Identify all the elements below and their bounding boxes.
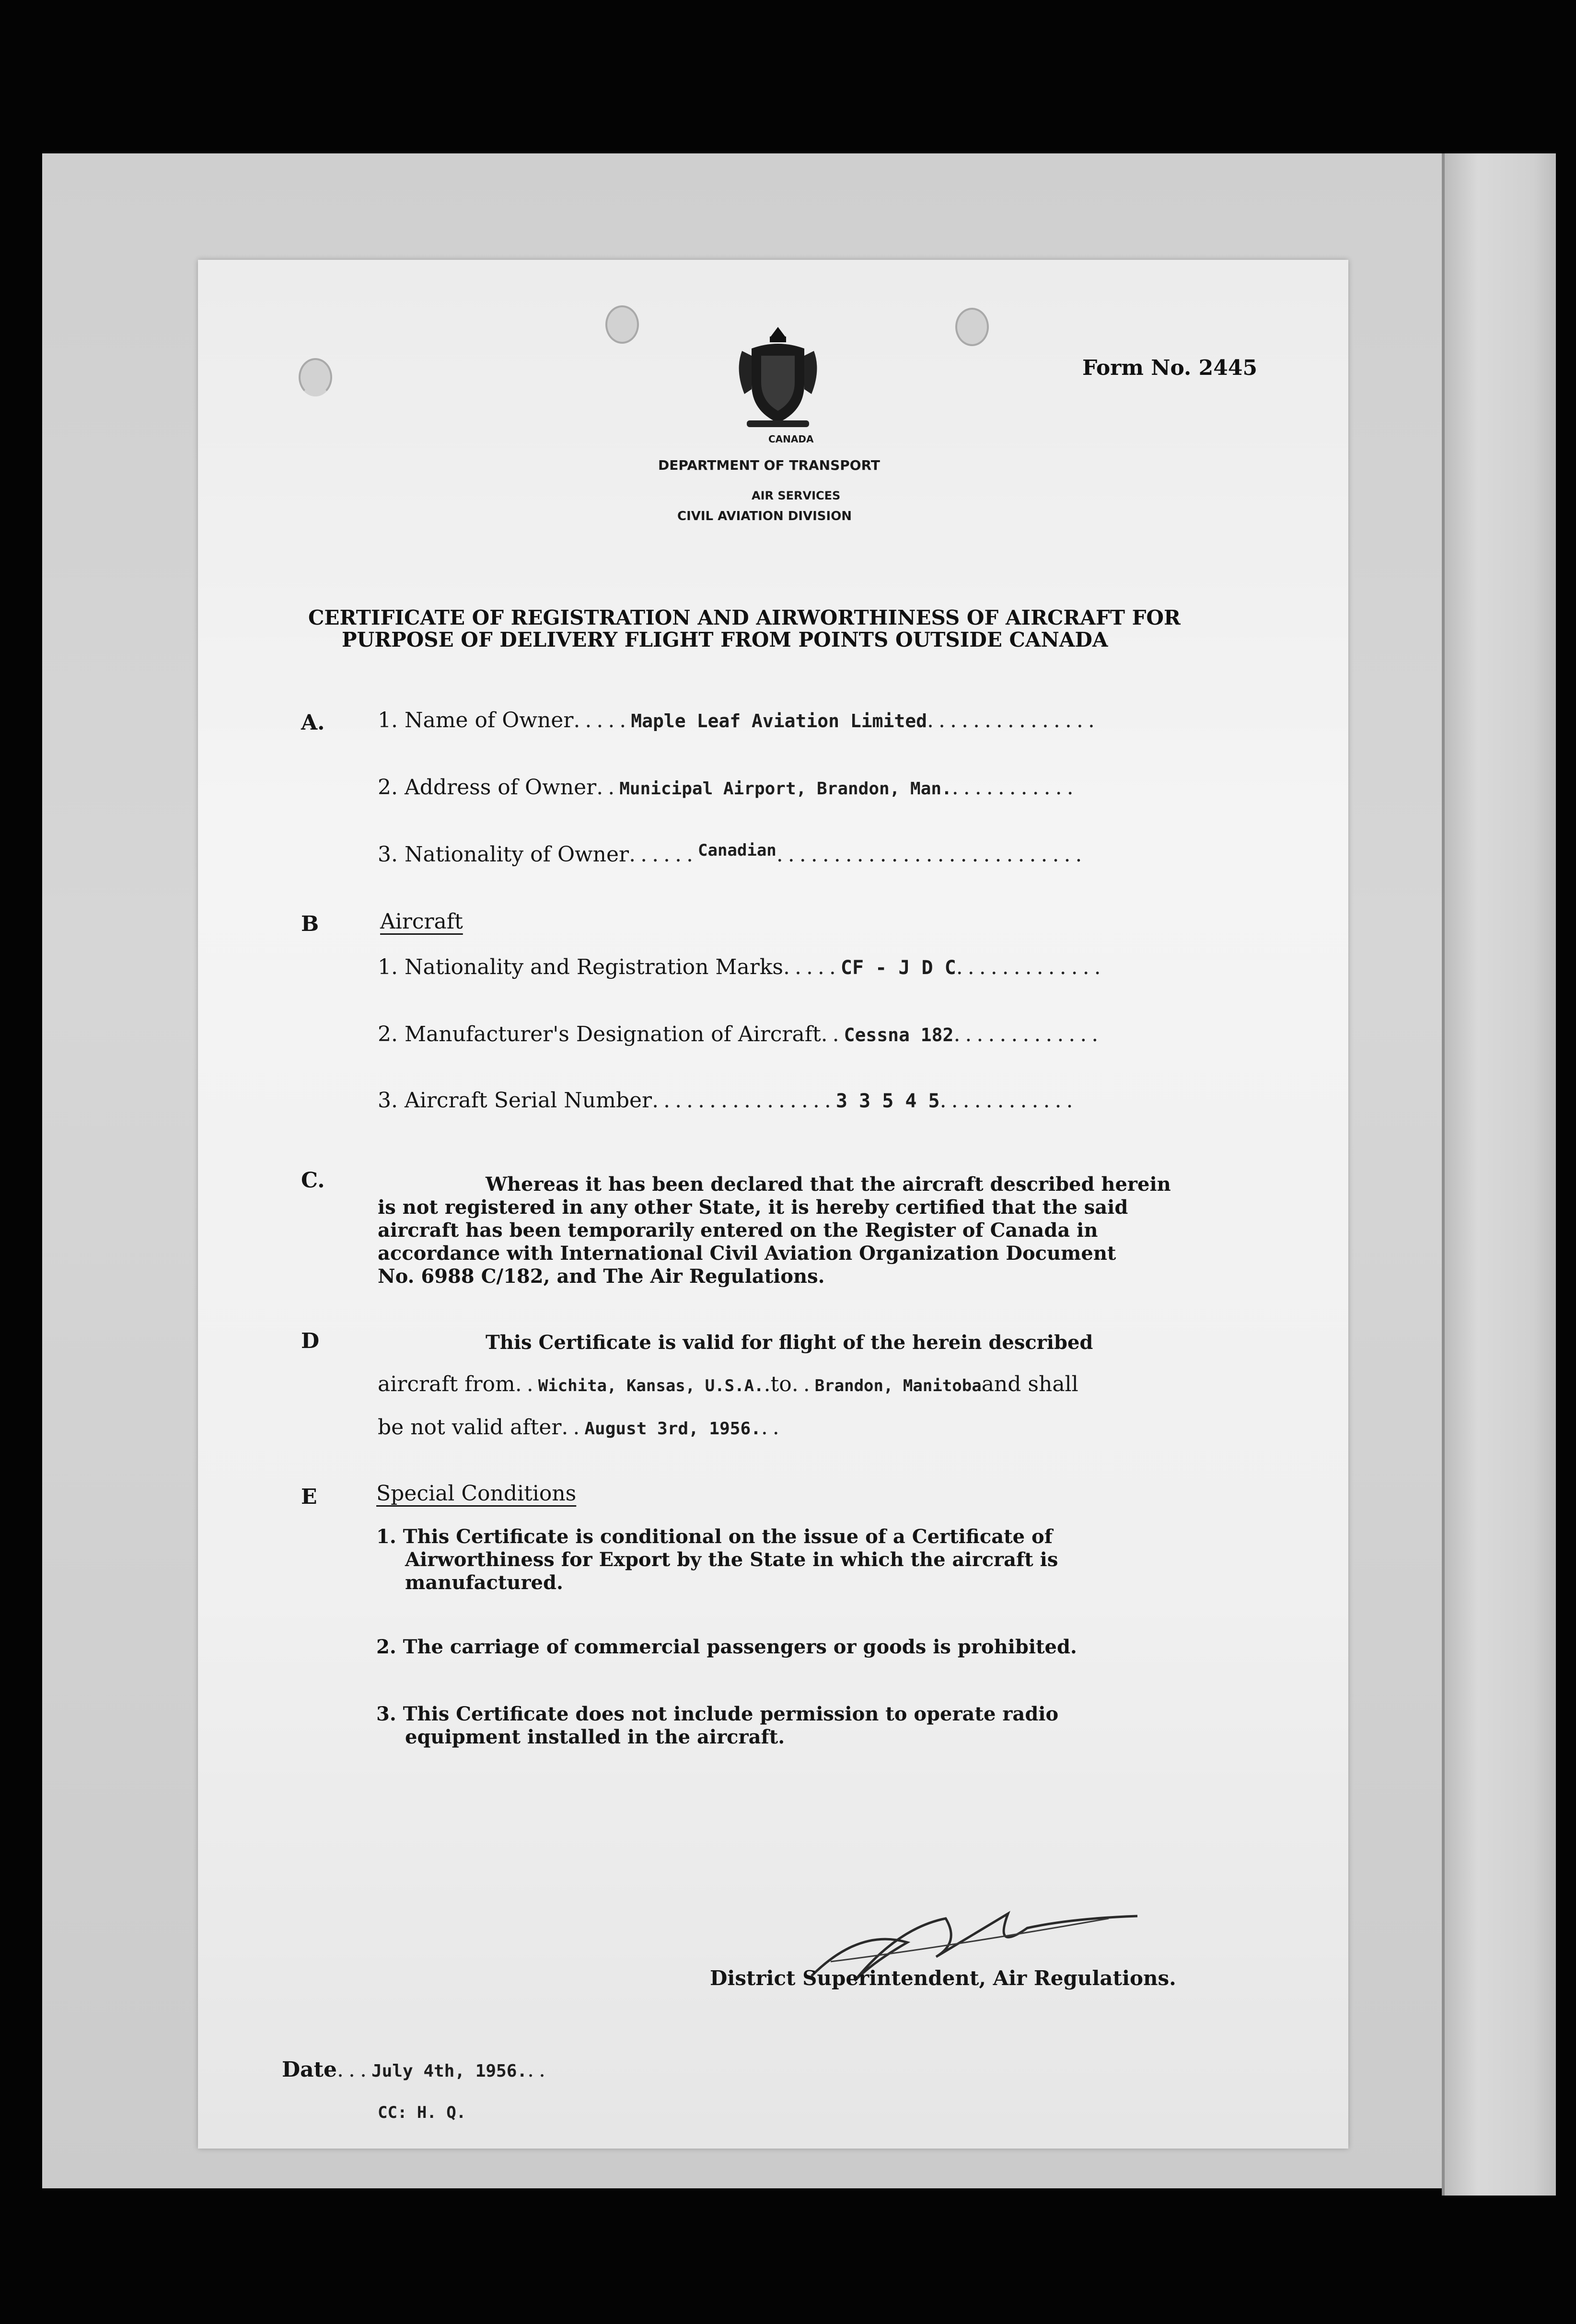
certificate-sheet: [198, 260, 1348, 2149]
validity-row: be not valid after..August 3rd, 1956...: [378, 1415, 784, 1440]
owner-nationality-label: 3. Nationality of Owner: [378, 842, 629, 867]
owner-address-value: Municipal Airport, Brandon, Man.: [619, 779, 952, 799]
section-d-line-1: This Certificate is valid for flight of the herein described: [486, 1331, 1093, 1354]
title-line-1: CERTIFICATE OF REGISTRATION AND AIRWORTHINESS OF AIRCRAFT FOR: [308, 606, 1181, 629]
designation-label: 2. Manufacturer's Designation of Aircraft: [378, 1022, 821, 1046]
condition-3-line-2: equipment installed in the aircraft.: [405, 1726, 785, 1748]
condition-2: 2. The carriage of commercial passengers or goods is prohibited.: [376, 1636, 1077, 1658]
owner-name-value: Maple Leaf Aviation Limited: [631, 710, 927, 732]
owner-nationality-row: 3. Nationality of Owner......Canadian...........................: [378, 841, 1087, 867]
punch-hole: [605, 305, 639, 344]
not-valid-after-label: be not valid after: [378, 1415, 562, 1440]
date-value: July 4th, 1956.: [371, 2061, 528, 2081]
aircraft-from-label: aircraft from: [378, 1372, 515, 1396]
and-shall-text: and shall: [981, 1372, 1078, 1396]
backing-strip: [1442, 153, 1556, 2196]
valid-until-value: August 3rd, 1956.: [584, 1419, 761, 1439]
section-c-letter: C.: [301, 1168, 325, 1193]
serial-value: 3 3 5 4 5: [835, 1090, 940, 1112]
form-number: Form No. 2445: [1082, 356, 1258, 380]
crest-label: CANADA: [768, 433, 814, 445]
condition-3-line-1: 3. This Certificate does not include permission to operate radio: [376, 1703, 1059, 1725]
section-e-letter: E: [301, 1485, 317, 1509]
flight-route-row: aircraft from..Wichita, Kansas, U.S.A..to..Brandon, Manitobaand shall: [378, 1372, 1078, 1396]
signature-title: District Superintendent, Air Regulations.: [710, 1966, 1176, 1990]
section-c-line-4: accordance with International Civil Aviation Organization Document: [378, 1242, 1116, 1265]
section-b-letter: B: [301, 912, 319, 936]
section-c-line-3: aircraft has been temporarily entered on the Register of Canada in: [378, 1219, 1098, 1242]
canada-coat-of-arms-icon: [732, 322, 823, 432]
serial-label: 3. Aircraft Serial Number: [378, 1088, 652, 1113]
division-name: CIVIL AVIATION DIVISION: [677, 509, 852, 523]
designation-value: Cessna 182: [844, 1024, 954, 1046]
punch-hole: [299, 358, 332, 396]
to-label: to: [770, 1372, 792, 1396]
flight-from-value: Wichita, Kansas, U.S.A.: [538, 1376, 764, 1395]
aircraft-heading: Aircraft: [380, 909, 463, 934]
owner-nationality-value: Canadian: [698, 841, 776, 860]
designation-row: 2. Manufacturer's Designation of Aircraft..Cessna 182.............: [378, 1022, 1103, 1046]
owner-address-row: 2. Address of Owner..Municipal Airport, Brandon, Man............: [378, 775, 1078, 800]
punch-hole: [955, 308, 989, 346]
date-label: Date: [282, 2057, 337, 2082]
registration-label: 1. Nationality and Registration Marks: [378, 955, 783, 979]
owner-address-label: 2. Address of Owner: [378, 775, 597, 800]
condition-1-line-3: manufactured.: [405, 1571, 563, 1594]
owner-name-label: 1. Name of Owner: [378, 708, 574, 732]
section-c-line-2: is not registered in any other State, it is hereby certified that the said: [378, 1196, 1128, 1219]
section-d-letter: D: [301, 1329, 320, 1353]
cc-line: CC: H. Q.: [378, 2103, 466, 2122]
special-conditions-heading: Special Conditions: [376, 1481, 577, 1506]
title-line-2: PURPOSE OF DELIVERY FLIGHT FROM POINTS OUTSIDE CANADA: [342, 628, 1108, 651]
section-c-line-5: No. 6988 C/182, and The Air Regulations.: [378, 1265, 825, 1288]
date-row: Date...July 4th, 1956...: [282, 2057, 551, 2082]
serial-row: 3. Aircraft Serial Number................3 3 5 4 5............: [378, 1088, 1078, 1113]
service-name: AIR SERVICES: [752, 489, 841, 502]
registration-row: 1. Nationality and Registration Marks.....CF - J D C.............: [378, 955, 1106, 979]
scanned-frame: [37, 153, 1553, 2196]
flight-to-value: Brandon, Manitoba: [814, 1376, 982, 1395]
condition-1-line-1: 1. This Certificate is conditional on the issue of a Certificate of: [376, 1525, 1053, 1548]
department-name: DEPARTMENT OF TRANSPORT: [658, 457, 880, 473]
condition-1-line-2: Airworthiness for Export by the State in which the aircraft is: [405, 1548, 1058, 1571]
section-a-letter: A.: [301, 710, 325, 735]
section-c-line-1: Whereas it has been declared that the aircraft described herein: [486, 1173, 1171, 1196]
registration-value: CF - J D C: [840, 957, 956, 979]
owner-name-row: 1. Name of Owner.....Maple Leaf Aviation Limited...............: [378, 708, 1100, 732]
